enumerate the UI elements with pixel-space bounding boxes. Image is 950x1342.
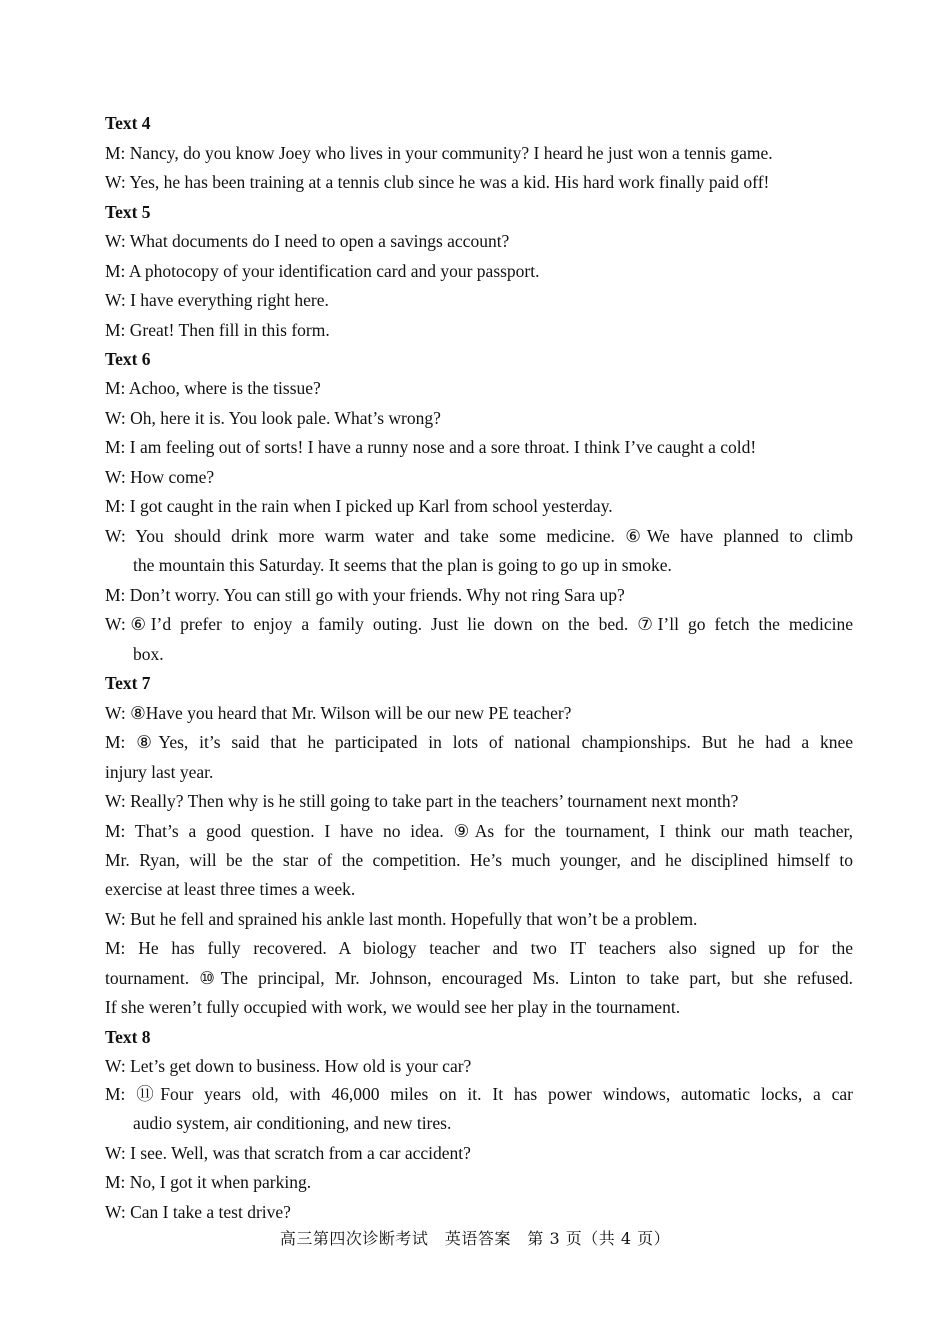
dialogue-line: W: I have everything right here.: [105, 290, 329, 310]
dialogue-line-continuation: exercise at least three times a week.: [105, 879, 356, 899]
dialogue-line: M: Great! Then fill in this form.: [105, 320, 330, 340]
dialogue-line: W: I see. Well, was that scratch from a car accident?: [105, 1143, 471, 1163]
dialogue-line: W: What documents do I need to open a savings account?: [105, 231, 510, 251]
section-heading-text-5: Text 5: [105, 202, 151, 222]
dialogue-line: M: Don’t worry. You can still go with your friends. Why not ring Sara up?: [105, 585, 625, 605]
dialogue-line: M: No, I got it when parking.: [105, 1172, 312, 1192]
dialogue-line: W: Oh, here it is. You look pale. What’s wrong?: [105, 408, 441, 428]
dialogue-line: M: ⑧Yes, it’s said that he participated in lots of national championships. But he had a knee: [105, 732, 853, 752]
dialogue-line: M: Achoo, where is the tissue?: [105, 378, 321, 398]
section-heading-text-6: Text 6: [105, 349, 151, 369]
dialogue-line: W:⑥I’d prefer to enjoy a family outing. Just lie down on the bed. ⑦I’ll go fetch the medicine: [105, 614, 853, 634]
dialogue-line: W: How come?: [105, 467, 215, 487]
dialogue-line-continuation: If she weren’t fully occupied with work, we would see her play in the tournament.: [105, 997, 681, 1017]
dialogue-line: W: Yes, he has been training at a tennis club since he was a kid. His hard work finally paid off!: [105, 172, 770, 192]
dialogue-line: M: Nancy, do you know Joey who lives in your community? I heard he just won a tennis game.: [105, 143, 773, 163]
dialogue-line-continuation: the mountain this Saturday. It seems that the plan is going to go up in smoke.: [133, 555, 672, 575]
dialogue-line: M: I am feeling out of sorts! I have a runny nose and a sore throat. I think I’ve caught a cold!: [105, 437, 757, 457]
dialogue-line: W: Can I take a test drive?: [105, 1202, 291, 1222]
section-heading-text-4: Text 4: [105, 113, 151, 133]
dialogue-line: M: ⑪Four years old, with 46,000 miles on it. It has power windows, automatic locks, a car: [105, 1084, 853, 1104]
dialogue-line: W: You should drink more warm water and take some medicine. ⑥We have planned to climb: [105, 526, 853, 546]
dialogue-line-continuation: box.: [133, 644, 164, 664]
dialogue-line-continuation: audio system, air conditioning, and new tires.: [133, 1113, 452, 1133]
dialogue-line: M: That’s a good question. I have no idea. ⑨As for the tournament, I think our math teacher,: [105, 821, 853, 841]
dialogue-line-continuation: tournament. ⑩The principal, Mr. Johnson, encouraged Ms. Linton to take part, but she refused.: [105, 968, 853, 988]
dialogue-line: M: A photocopy of your identification card and your passport.: [105, 261, 540, 281]
dialogue-line-continuation: injury last year.: [105, 762, 214, 782]
dialogue-line: W: Really? Then why is he still going to take part in the teachers’ tournament next month?: [105, 791, 739, 811]
dialogue-line: M: He has fully recovered. A biology teacher and two IT teachers also signed up for the: [105, 938, 853, 958]
page-footer: 高三第四次诊断考试 英语答案 第 3 页（共 4 页）: [279, 1229, 671, 1248]
section-heading-text-8: Text 8: [105, 1027, 151, 1047]
dialogue-line: M: I got caught in the rain when I picked up Karl from school yesterday.: [105, 496, 613, 516]
dialogue-line: W: But he fell and sprained his ankle last month. Hopefully that won’t be a problem.: [105, 909, 698, 929]
dialogue-line: W: ⑧Have you heard that Mr. Wilson will be our new PE teacher?: [105, 703, 572, 723]
dialogue-line: W: Let’s get down to business. How old is your car?: [105, 1056, 472, 1076]
section-heading-text-7: Text 7: [105, 673, 151, 693]
dialogue-line-continuation: Mr. Ryan, will be the star of the competition. He’s much younger, and he disciplined himself to: [105, 850, 853, 870]
